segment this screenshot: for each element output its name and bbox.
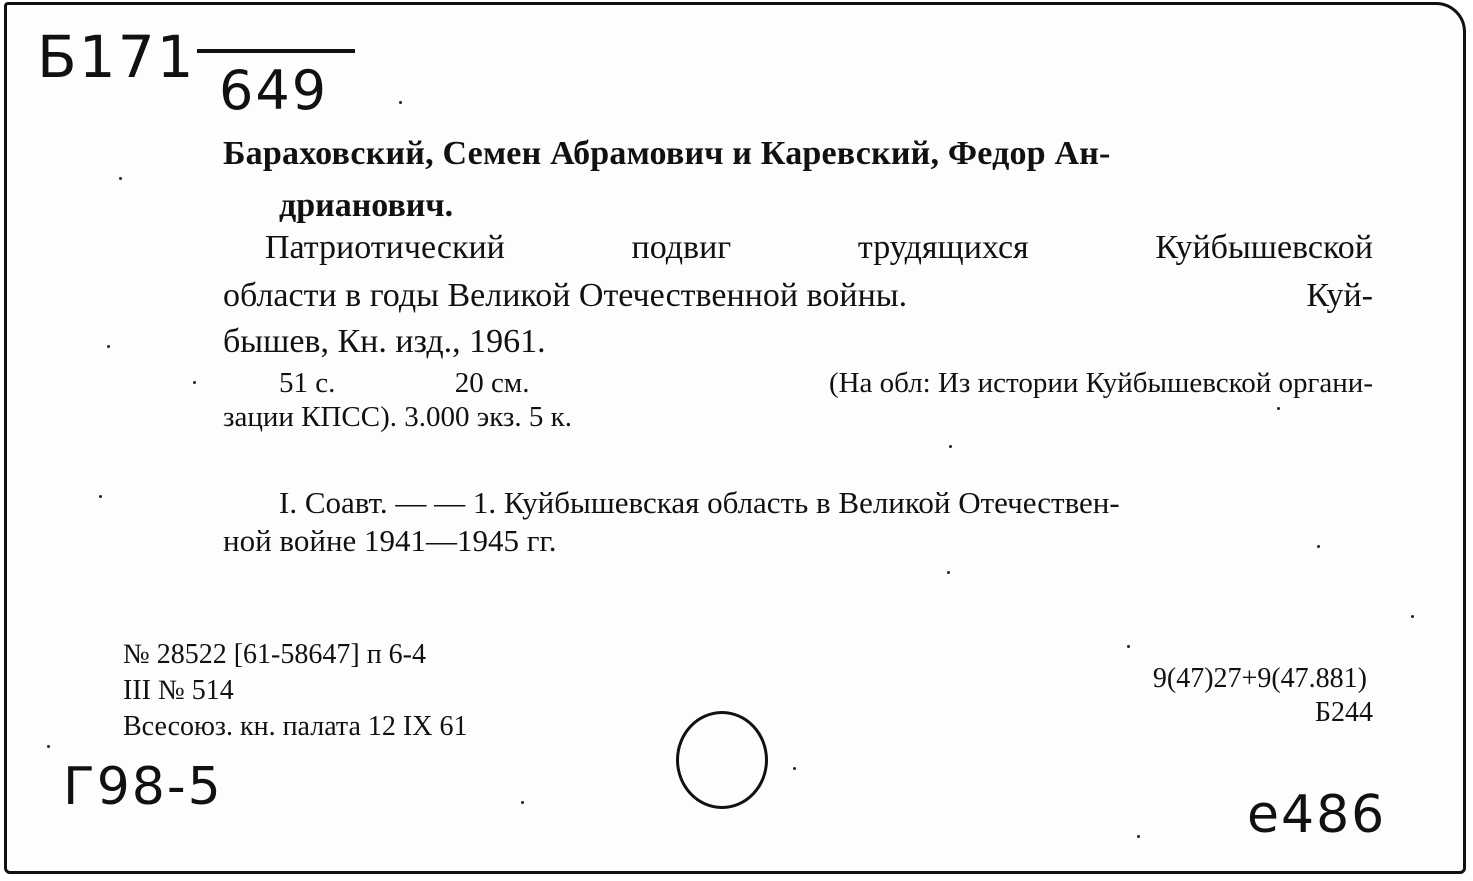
- title-word: подвиг: [631, 229, 732, 266]
- heading-line-1: Бараховский, Семен Абрамович и Каревский, Федор Ан-: [223, 135, 1111, 172]
- speck: [47, 745, 50, 748]
- size: 20 см.: [454, 367, 530, 399]
- pages: 51 с.: [279, 367, 336, 399]
- speck: [99, 495, 102, 498]
- record-number: № 28522 [61-58647] п 6-4: [123, 639, 426, 670]
- speck: [399, 101, 402, 104]
- handwritten-left: Г98-5: [63, 757, 223, 817]
- shelf-mark: Б171: [37, 23, 196, 91]
- physical-line-2: зации КПСС). 3.000 экз. 5 к.: [223, 401, 572, 433]
- subject-line-2: ной войне 1941—1945 гг.: [223, 523, 557, 558]
- title-word: трудящихся: [857, 229, 1029, 266]
- shelf-mark-divider: [197, 49, 355, 53]
- handwritten-right: е486: [1247, 785, 1387, 845]
- speck: [107, 345, 110, 348]
- speck: [521, 801, 524, 804]
- speck: [793, 767, 796, 770]
- title-text: области в годы Великой Отечественной войны.: [223, 277, 908, 314]
- speck: [193, 381, 196, 384]
- speck: [1127, 645, 1130, 648]
- author-mark: Б244: [1314, 697, 1373, 728]
- title-word: Куйбышевской: [1155, 229, 1373, 266]
- catalog-card: [4, 2, 1466, 874]
- speck: [1317, 545, 1320, 548]
- book-chamber: Всесоюз. кн. палата 12 IX 61: [123, 711, 468, 742]
- speck: [1411, 615, 1414, 618]
- title-line-2: [223, 277, 1373, 315]
- title-word: Патриотический: [265, 229, 505, 266]
- heading-line-2: дрианович.: [279, 187, 454, 224]
- physical-line-1: [279, 367, 1373, 400]
- speck: [949, 445, 952, 448]
- title-text-end: Куй-: [1306, 277, 1373, 314]
- series-note: (На обл: Из истории Куйбышевской органи-: [828, 367, 1373, 399]
- speck: [119, 177, 122, 180]
- classification-index: 9(47)27+9(47.881): [1152, 663, 1367, 694]
- title-line-1: [265, 229, 1373, 267]
- subject-line-1: I. Соавт. — — 1. Куйбышевская область в Великой Отечествен-: [279, 485, 1120, 520]
- title-line-3: бышев, Кн. изд., 1961.: [223, 323, 546, 360]
- speck: [1137, 835, 1140, 838]
- print-number: III № 514: [123, 675, 234, 706]
- shelf-mark-sub: 649: [219, 59, 329, 122]
- speck: [947, 571, 950, 574]
- speck: [1277, 407, 1280, 410]
- circle-mark: [676, 711, 768, 809]
